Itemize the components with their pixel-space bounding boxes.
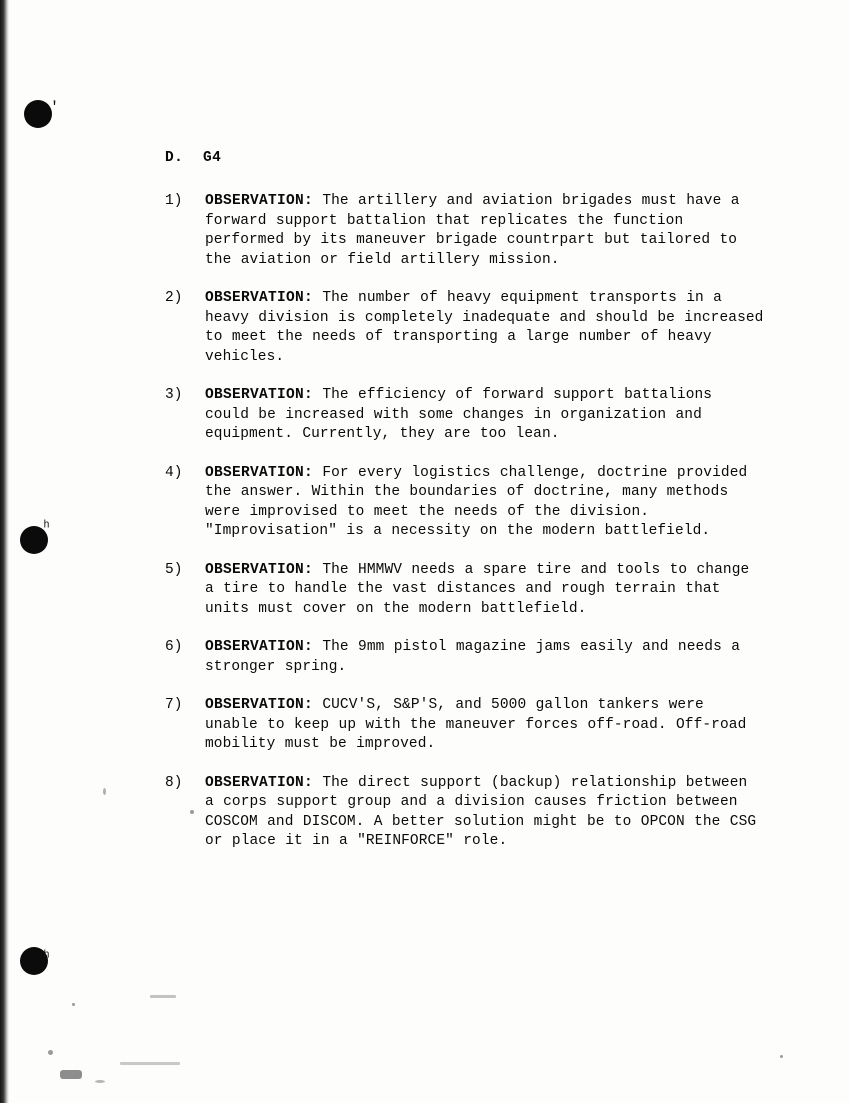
observation-item	[165, 386, 765, 445]
scan-artifact	[190, 810, 194, 814]
observation-label: OBSERVATION:	[205, 697, 314, 713]
observation-item	[165, 192, 765, 270]
observation-body	[205, 289, 765, 367]
observation-label: OBSERVATION:	[205, 561, 314, 578]
hole-punch-top-mark: ʹ	[50, 99, 60, 116]
observation-label: OBSERVATION:	[205, 464, 314, 481]
observation-body	[205, 386, 765, 445]
observation-label: OBSERVATION:	[205, 639, 314, 655]
observation-body	[205, 638, 765, 677]
observation-text: The 9mm pistol magazine jams easily and needs a stronger spring.	[205, 639, 740, 675]
section-letter: D.	[165, 150, 184, 166]
observation-number: 1)	[165, 193, 183, 209]
hole-punch-middle-mark: ʰ	[42, 519, 52, 536]
observation-number: 4)	[165, 464, 183, 481]
hole-punch-bottom-mark: ʰ	[42, 949, 52, 966]
observation-number: 2)	[165, 290, 183, 306]
hole-punch-top	[24, 100, 52, 128]
scan-artifact	[95, 1080, 105, 1083]
observation-body	[205, 774, 765, 852]
observation-body	[205, 192, 765, 270]
observation-item	[165, 561, 765, 620]
scan-artifact	[103, 788, 106, 795]
observation-label: OBSERVATION:	[205, 290, 314, 306]
observation-item	[165, 774, 765, 852]
section-title: G4	[203, 150, 222, 166]
document-content	[165, 150, 765, 871]
observation-label: OBSERVATION:	[205, 387, 314, 403]
observation-item	[165, 464, 765, 542]
binder-edge-shadow	[0, 0, 9, 1103]
scan-artifact	[780, 1055, 783, 1058]
observation-number: 3)	[165, 387, 183, 403]
observation-label: OBSERVATION:	[205, 774, 314, 791]
scan-artifact	[120, 1062, 180, 1065]
observation-number: 5)	[165, 561, 183, 578]
observation-number: 7)	[165, 697, 183, 713]
observation-text: The number of heavy equipment transports in a heavy division is completely inadequate and should be increased to meet the needs of transporting a large number of heavy vehicles.	[205, 290, 764, 365]
observation-text: CUCV'S, S&P'S, and 5000 gallon tankers were unable to keep up with the maneuver forces off-road. Off-road mobility must be improved.	[205, 697, 747, 752]
observation-item	[165, 289, 765, 367]
section-heading	[165, 150, 765, 166]
observation-body	[205, 561, 765, 620]
observation-text: For every logistics challenge, doctrine provided the answer. Within the boundaries of doctrine, many methods were improvised to meet the needs of the division. "Improvisation" is a necessity on the modern battlefield.	[205, 464, 748, 539]
observation-item	[165, 638, 765, 677]
observation-text: The HMMWV needs a spare tire and tools to change a tire to handle the vast distances and rough terrain that units must cover on the modern battlefield.	[205, 561, 750, 617]
scan-artifact	[72, 1003, 75, 1006]
observation-body	[205, 696, 765, 755]
observation-text: The artillery and aviation brigades must have a forward support battalion that replicates the function performed by its maneuver brigade countrpart but tailored to the aviation or field artillery mission.	[205, 193, 740, 268]
observation-item	[165, 696, 765, 755]
scan-artifact	[60, 1070, 82, 1079]
observation-label: OBSERVATION:	[205, 193, 314, 209]
observation-text: The efficiency of forward support battalions could be increased with some changes in organization and equipment. Currently, they are too lean.	[205, 387, 713, 442]
observation-text: The direct support (backup) relationship between a corps support group and a division causes friction between COSCOM and DISCOM. A better solution might be to OPCON the CSG or place it in a "REINFORCE" role.	[205, 774, 757, 849]
scan-artifact	[150, 995, 176, 998]
scan-artifact	[48, 1050, 53, 1055]
observation-body	[205, 464, 765, 542]
observation-number: 6)	[165, 639, 183, 655]
observation-number: 8)	[165, 774, 183, 791]
